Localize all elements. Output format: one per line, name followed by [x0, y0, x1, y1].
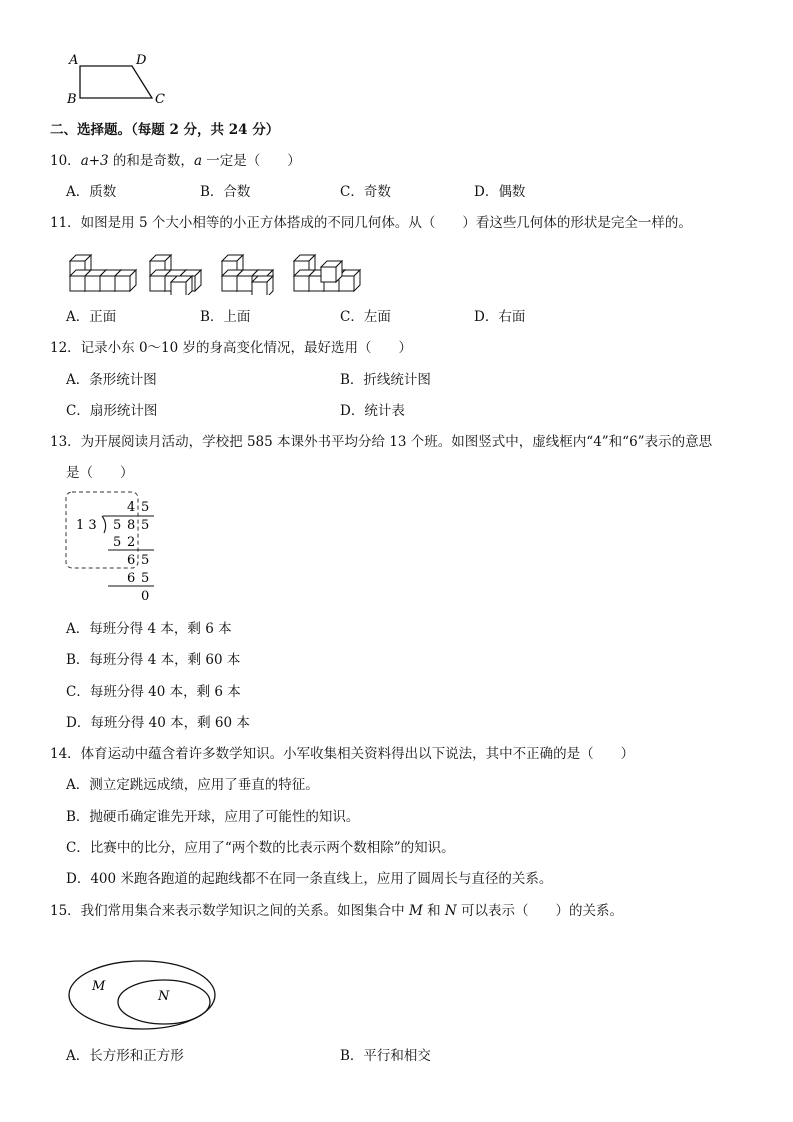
vertex-b-label: B	[67, 92, 77, 107]
long-division-figure	[62, 488, 172, 606]
cube	[171, 276, 192, 295]
q15-option-b[interactable]: B．平行和相交	[340, 1048, 431, 1064]
q11-option-c[interactable]: C．左面	[340, 309, 391, 325]
q14-option-b[interactable]: B．抛硬币确定谁先开球，应用了可能性的知识。	[66, 809, 360, 825]
q10-num: 10．	[50, 153, 81, 169]
q11-option-a[interactable]: A．正面	[66, 309, 117, 325]
q15-option-a[interactable]: A．长方形和正方形	[66, 1048, 184, 1064]
divisor: 1 3	[76, 518, 97, 533]
q10-option-b[interactable]: B．合数	[200, 184, 251, 200]
q10-mid: 的和是奇数，	[108, 153, 194, 169]
q11-option-d[interactable]: D．右面	[474, 309, 526, 325]
q15-and: 和	[422, 903, 445, 919]
q10-option-d[interactable]: D．偶数	[474, 184, 526, 200]
q10-tail: 一定是（ ）	[202, 153, 301, 169]
subtract2-digit-2: 5	[141, 571, 150, 586]
dividend-digit-1: 5	[113, 518, 122, 533]
q12-option-c[interactable]: C．扇形统计图	[66, 403, 158, 419]
question-13-line2: 是（ ）	[66, 465, 134, 481]
q10-option-a[interactable]: A．质数	[66, 184, 117, 200]
q15-pre: 15．我们常用集合来表示数学知识之间的关系。如图集合中	[50, 903, 409, 919]
vertex-d-label: D	[136, 53, 147, 68]
quotient-digit-2: 5	[141, 500, 150, 515]
section-title: 二、选择题。（每题 2 分，共 24 分）	[50, 122, 280, 138]
q14-option-d[interactable]: D．400 米跑各跑道的起跑线都不在同一条直线上，应用了圆周长与直径的关系。	[66, 871, 553, 887]
venn-diagram	[66, 958, 221, 1032]
q14-option-c[interactable]: C．比赛中的比分，应用了“两个数的比表示两个数相除”的知识。	[66, 840, 455, 856]
cube	[321, 261, 342, 282]
q10-option-c[interactable]: C．奇数	[340, 184, 391, 200]
q12-option-a[interactable]: A．条形统计图	[66, 372, 157, 388]
q13-option-a[interactable]: A．每班分得 4 本，剩 6 本	[66, 621, 232, 637]
division-bracket	[102, 516, 106, 533]
q15-post: 可以表示（ ）的关系。	[456, 903, 623, 919]
q15-m: M	[408, 903, 423, 919]
quotient-digit-1: 4	[127, 500, 136, 515]
q15-n: N	[444, 903, 457, 919]
q12-option-b[interactable]: B．折线统计图	[340, 372, 431, 388]
question-12: 12．记录小东 0～10 岁的身高变化情况，最好选用（ ）	[50, 340, 413, 356]
final-remainder: 0	[141, 589, 150, 604]
set-n-label: N	[158, 989, 170, 1004]
remainder1-digit-2: 5	[141, 553, 150, 568]
remainder1-digit-1: 6	[127, 553, 136, 568]
q13-option-b[interactable]: B．每班分得 4 本，剩 60 本	[66, 652, 241, 668]
q13-option-c[interactable]: C．每班分得 40 本，剩 6 本	[66, 684, 241, 700]
question-13-line1: 13．为开展阅读月活动，学校把 585 本课外书平均分给 13 个班。如图竖式中，虚线框内“4”和“6”表示的意思	[50, 434, 713, 450]
question-11: 11．如图是用 5 个大小相等的小正方体搭成的不同几何体。从（ ）看这些几何体的形状是完全一样的。	[50, 215, 692, 231]
cube	[252, 276, 273, 295]
vertex-a-label: A	[69, 53, 79, 68]
q10-var: a	[193, 153, 202, 169]
set-m-label: M	[92, 979, 106, 994]
q13-option-d[interactable]: D．每班分得 40 本，剩 60 本	[66, 715, 250, 731]
dividend-digit-3: 5	[141, 518, 150, 533]
q10-expr: a+3	[80, 153, 109, 169]
question-15	[50, 899, 623, 919]
vertex-c-label: C	[155, 92, 165, 107]
subtract1-digit-1: 5	[113, 535, 122, 550]
q11-option-b[interactable]: B．上面	[200, 309, 251, 325]
subtract2-digit-1: 6	[127, 571, 136, 586]
dividend-digit-2: 8	[127, 518, 136, 533]
q14-option-a[interactable]: A．测立定跳远成绩，应用了垂直的特征。	[66, 777, 319, 793]
cube	[115, 270, 136, 291]
question-10	[50, 149, 301, 169]
q12-option-d[interactable]: D．统计表	[340, 403, 405, 419]
trapezoid-figure	[60, 48, 180, 110]
question-14: 14．体育运动中蕴含着许多数学知识。小军收集相关资料得出以下说法，其中不正确的是（ ）	[50, 746, 635, 762]
q11-cube-figures	[64, 241, 364, 295]
subtract1-digit-2: 2	[127, 535, 136, 550]
